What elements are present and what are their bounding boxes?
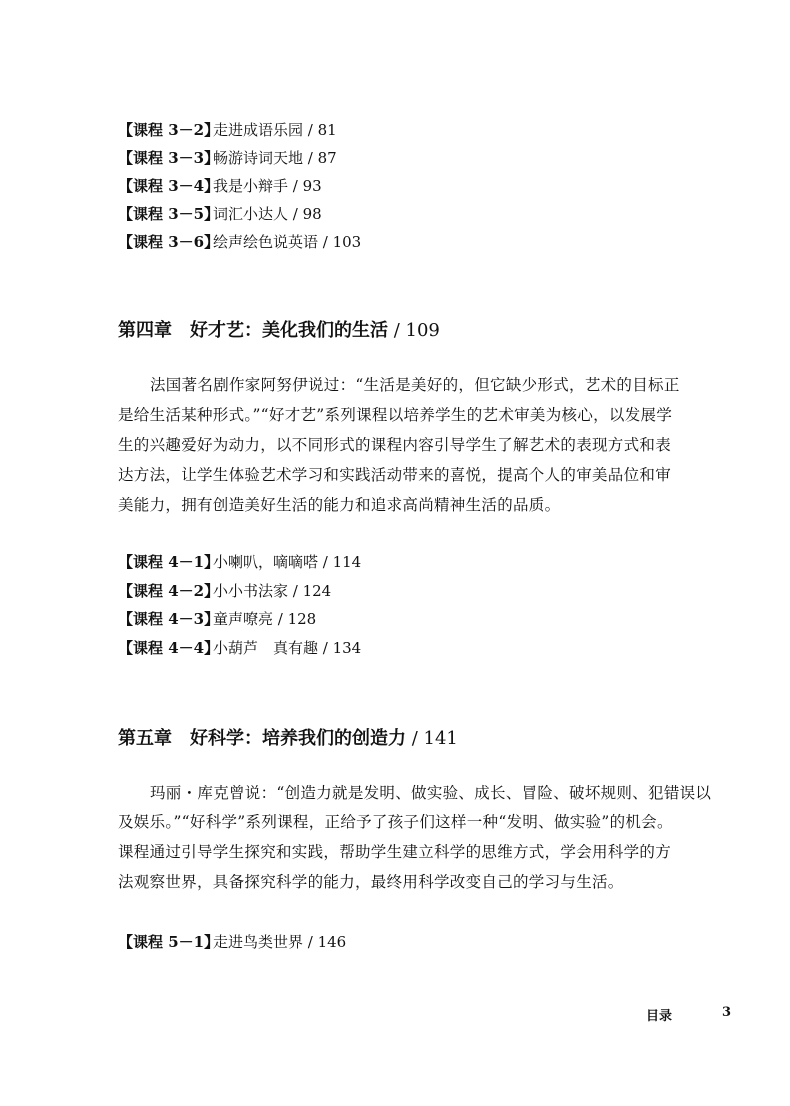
paragraph-line: 及娱乐。”“好科学”系列课程，正给予了孩子们这样一种“发明、做实验”的机会。 — [118, 813, 673, 831]
course-title: 小小书法家 / 124 — [213, 582, 332, 600]
toc-item[interactable] — [118, 147, 337, 168]
course-tag: 【课程 3－3】 — [118, 149, 220, 167]
toc-item[interactable] — [118, 637, 361, 658]
chapter-5-heading[interactable] — [118, 724, 458, 750]
course-title: 童声嘹亮 / 128 — [213, 610, 317, 628]
toc-item[interactable] — [118, 551, 361, 572]
course-title: 畅游诗词天地 / 87 — [213, 149, 337, 167]
footer-section-label: 目录 — [646, 1009, 673, 1024]
chapter-title: 第四章 好才艺：美化我们的生活 — [118, 320, 388, 341]
chapter-page: / 109 — [388, 320, 440, 341]
course-title: 走进成语乐园 / 81 — [213, 121, 337, 139]
chapter-page: / 141 — [406, 728, 458, 749]
toc-item[interactable] — [118, 580, 331, 601]
paragraph-line: 玛丽・库克曾说：“创造力就是发明、做实验、成长、冒险、破坏规则、犯错误以 — [150, 784, 712, 802]
paragraph-line: 法国著名剧作家阿努伊说过：“生活是美好的，但它缺少形式，艺术的目标正 — [150, 376, 680, 394]
paragraph-line: 是给生活某种形式。”“好才艺”系列课程以培养学生的艺术审美为核心，以发展学 — [118, 406, 673, 424]
paragraph-line: 达方法，让学生体验艺术学习和实践活动带来的喜悦，提高个人的审美品位和审 — [118, 466, 672, 484]
chapter-title: 第五章 好科学：培养我们的创造力 — [118, 728, 406, 749]
course-title: 绘声绘色说英语 / 103 — [213, 233, 362, 251]
page-number: 3 — [722, 1005, 732, 1020]
course-tag: 【课程 3－2】 — [118, 121, 220, 139]
course-tag: 【课程 4－1】 — [118, 553, 220, 571]
course-tag: 【课程 3－5】 — [118, 205, 220, 223]
course-tag: 【课程 4－2】 — [118, 582, 220, 600]
course-tag: 【课程 3－4】 — [118, 177, 220, 195]
toc-item[interactable] — [118, 175, 322, 196]
paragraph-line: 生的兴趣爱好为动力，以不同形式的课程内容引导学生了解艺术的表现方式和表 — [118, 436, 672, 454]
course-tag: 【课程 4－4】 — [118, 639, 220, 657]
toc-item[interactable] — [118, 608, 316, 629]
course-tag: 【课程 4－3】 — [118, 610, 220, 628]
course-title: 走进鸟类世界 / 146 — [213, 933, 347, 951]
paragraph-line: 课程通过引导学生探究和实践，帮助学生建立科学的思维方式，学会用科学的方 — [118, 843, 672, 861]
toc-item[interactable] — [118, 119, 337, 140]
chapter-4-heading[interactable] — [118, 316, 440, 342]
course-tag: 【课程 5－1】 — [118, 933, 220, 951]
course-tag: 【课程 3－6】 — [118, 233, 220, 251]
course-title: 小葫芦 真有趣 / 134 — [213, 639, 362, 657]
course-title: 小喇叭，嘀嘀嗒 / 114 — [213, 553, 362, 571]
course-title: 词汇小达人 / 98 — [213, 205, 322, 223]
course-title: 我是小辩手 / 93 — [213, 177, 322, 195]
toc-item[interactable] — [118, 203, 322, 224]
paragraph-line: 法观察世界，具备探究科学的能力，最终用科学改变自己的学习与生活。 — [118, 873, 624, 891]
toc-item[interactable] — [118, 931, 346, 952]
toc-item[interactable] — [118, 231, 361, 252]
paragraph-line: 美能力，拥有创造美好生活的能力和追求高尚精神生活的品质。 — [118, 496, 561, 514]
